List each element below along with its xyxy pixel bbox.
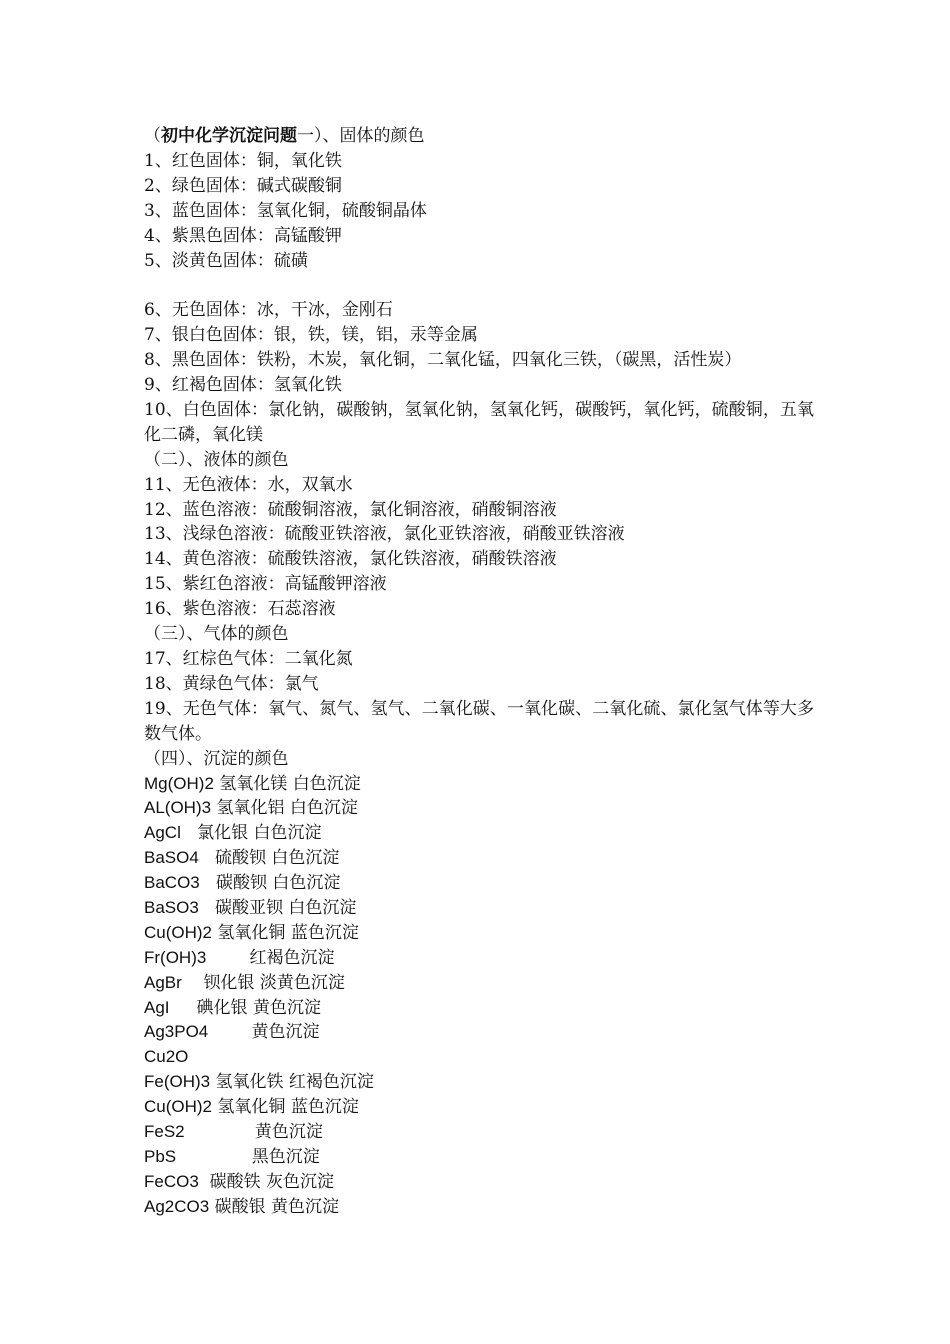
precipitate-desc: 碳酸钡 白色沉淀 bbox=[199, 873, 341, 894]
section-heading-solids bbox=[144, 124, 814, 149]
precipitate-row bbox=[144, 1045, 814, 1070]
precipitate-formula: FeCO3 bbox=[144, 1171, 199, 1191]
document-body bbox=[144, 124, 814, 1220]
heading-open-paren: （ bbox=[144, 126, 161, 146]
precipitate-row bbox=[144, 946, 814, 971]
solid-item-8: 8、黑色固体：铁粉，木炭，氧化铜，二氧化锰，四氧化三铁，（碳黑，活性炭） bbox=[144, 350, 742, 371]
solid-item-2: 2、绿色固体：碱式碳酸铜 bbox=[144, 175, 342, 196]
precipitate-formula: Ag2CO3 bbox=[144, 1196, 210, 1216]
precipitate-formula: AgBr bbox=[144, 972, 182, 992]
solid-item-7: 7、银白色固体：银，铁，镁，铝，汞等金属 bbox=[144, 325, 478, 346]
precipitate-row bbox=[144, 1195, 814, 1220]
precipitate-desc: 碳酸银 黄色沉淀 bbox=[209, 1196, 340, 1217]
precipitate-desc: 钡化银 淡黄色沉淀 bbox=[181, 972, 345, 993]
precipitate-desc: 碘化银 黄色沉淀 bbox=[169, 997, 321, 1018]
solid-item-10: 10、白色固体：氯化钠，碳酸钠，氢氧化钠，氢氧化钙，碳酸钙，氧化钙，硫酸铜，五氧化二磷，氧化镁 bbox=[144, 399, 814, 445]
liquid-item-12: 12、蓝色溶液：硫酸铜溶液，氯化铜溶液，硝酸铜溶液 bbox=[144, 499, 557, 520]
precipitate-row bbox=[144, 1070, 814, 1095]
precipitate-formula: AgI bbox=[144, 997, 170, 1017]
precipitate-row bbox=[144, 772, 814, 797]
heading-rest: 一）、固体的颜色 bbox=[297, 126, 425, 146]
gas-item-19: 19、无色气体：氧气、氮气、氢气、二氧化碳、一氧化碳、二氧化硫、氯化氢气体等大多数气体。 bbox=[144, 698, 814, 744]
precipitate-formula: Cu(OH)2 bbox=[144, 922, 213, 942]
precipitate-formula: Mg(OH)2 bbox=[144, 773, 214, 793]
gas-item-18: 18、黄绿色气体：氯气 bbox=[144, 673, 319, 694]
liquid-item-13: 13、浅绿色溶液：硫酸亚铁溶液，氯化亚铁溶液，硝酸亚铁溶液 bbox=[144, 524, 625, 545]
liquid-item-14: 14、黄色溶液：硫酸铁溶液，氯化铁溶液，硝酸铁溶液 bbox=[144, 549, 557, 570]
precipitate-row bbox=[144, 871, 814, 896]
section-heading-liquids: （二）、液体的颜色 bbox=[144, 449, 289, 470]
precipitate-desc: 黄色沉淀 bbox=[208, 1022, 320, 1043]
precipitate-row bbox=[144, 796, 814, 821]
precipitate-formula: AgCl bbox=[144, 823, 181, 843]
blank-line bbox=[144, 273, 814, 298]
solid-item-3: 3、蓝色固体：氢氧化铜，硫酸铜晶体 bbox=[144, 200, 427, 221]
precipitate-row bbox=[144, 921, 814, 946]
precipitate-row bbox=[144, 896, 814, 921]
precipitate-desc: 红褐色沉淀 bbox=[206, 947, 335, 968]
precipitate-desc: 氢氧化铜 蓝色沉淀 bbox=[212, 1097, 359, 1118]
precipitate-formula: Ag3PO4 bbox=[144, 1022, 209, 1042]
precipitate-row bbox=[144, 1120, 814, 1145]
precipitate-desc: 黄色沉淀 bbox=[184, 1122, 323, 1143]
precipitate-desc: 碳酸铁 灰色沉淀 bbox=[198, 1171, 335, 1192]
precipitate-formula: BaSO3 bbox=[144, 898, 199, 917]
solid-item-4: 4、紫黑色固体：高锰酸钾 bbox=[144, 225, 342, 246]
precipitate-row bbox=[144, 1020, 814, 1045]
precipitate-formula: BaSO4 bbox=[144, 848, 199, 868]
precipitate-row bbox=[144, 1170, 814, 1195]
precipitate-formula: Fe(OH)3 bbox=[144, 1072, 211, 1092]
precipitate-formula: FeS2 bbox=[144, 1122, 185, 1142]
precipitate-desc: 氢氧化铜 蓝色沉淀 bbox=[212, 922, 359, 943]
precipitate-desc: 黑色沉淀 bbox=[176, 1146, 320, 1167]
document-title: 初中化学沉淀问题 bbox=[161, 126, 297, 146]
precipitate-formula: Cu(OH)2 bbox=[144, 1097, 213, 1117]
solid-item-1: 1、红色固体：铜，氧化铁 bbox=[144, 150, 342, 171]
precipitate-row bbox=[144, 1145, 814, 1170]
liquid-item-11: 11、无色液体：水，双氧水 bbox=[144, 474, 353, 495]
precipitate-row bbox=[144, 996, 814, 1021]
precipitate-desc: 氢氧化铁 红褐色沉淀 bbox=[210, 1072, 374, 1093]
solid-item-9: 9、红褐色固体：氢氧化铁 bbox=[144, 375, 342, 396]
precipitate-desc: 氢氧化铝 白色沉淀 bbox=[211, 798, 358, 819]
precipitate-desc: 碳酸亚钡 白色沉淀 bbox=[198, 898, 357, 918]
precipitate-row bbox=[144, 821, 814, 846]
liquid-item-15: 15、紫红色溶液：高锰酸钾溶液 bbox=[144, 574, 387, 595]
liquid-item-16: 16、紫色溶液：石蕊溶液 bbox=[144, 599, 336, 620]
precipitate-formula: BaCO3 bbox=[144, 873, 200, 893]
precipitate-row bbox=[144, 1095, 814, 1120]
section-heading-gases: （三）、气体的颜色 bbox=[144, 624, 289, 645]
precipitate-desc: 氯化银 白色沉淀 bbox=[180, 823, 322, 844]
solid-item-6: 6、无色固体：冰，干冰，金刚石 bbox=[144, 300, 393, 321]
precipitate-row bbox=[144, 846, 814, 871]
precipitate-formula: Fr(OH)3 bbox=[144, 947, 207, 967]
solid-item-5: 5、淡黄色固体：硫磺 bbox=[144, 250, 308, 271]
gas-item-17: 17、红棕色气体：二氧化氮 bbox=[144, 649, 353, 670]
precipitate-desc: 硫酸钡 白色沉淀 bbox=[198, 848, 340, 869]
precipitate-row bbox=[144, 971, 814, 996]
precipitate-desc: 氢氧化镁 白色沉淀 bbox=[213, 773, 361, 794]
precipitate-formula: Cu2O bbox=[144, 1047, 189, 1067]
section-heading-precipitates: （四）、沉淀的颜色 bbox=[144, 748, 289, 769]
precipitate-formula: PbS bbox=[144, 1146, 177, 1166]
precipitate-formula: AL(OH)3 bbox=[144, 798, 212, 818]
